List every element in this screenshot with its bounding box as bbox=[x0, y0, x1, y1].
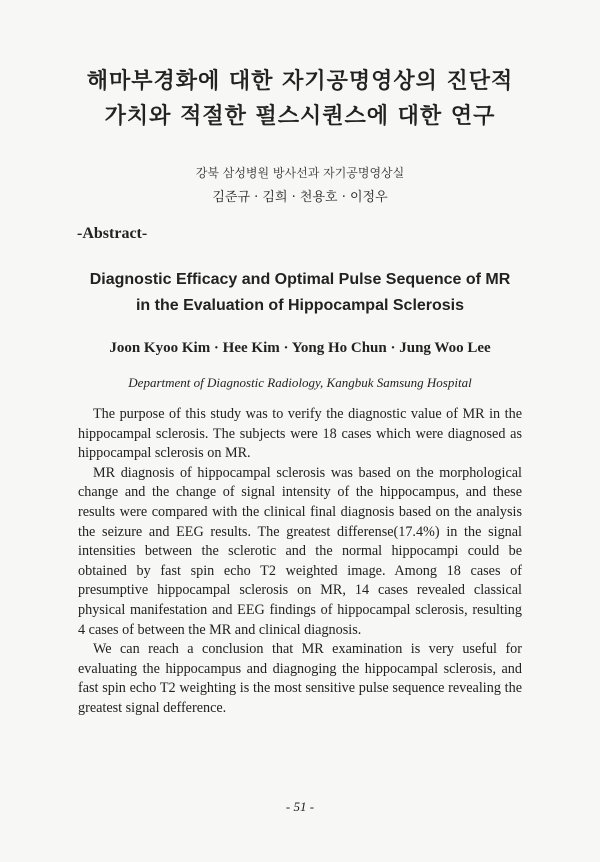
page-number: - 51 - bbox=[285, 799, 315, 814]
abstract-label: -Abstract- bbox=[77, 225, 148, 242]
abstract-paragraph-3: We can reach a conclusion that MR examination is very useful for evaluating the hippocampus and diagnoging the hippocampal sclerosis, and fast spin echo T2 weighting is the most sensitive pulse sequence revealing the greatest signal defference. bbox=[78, 641, 522, 716]
korean-authors: 김준규 · 김희 · 천용호 · 이정우 bbox=[212, 190, 388, 205]
korean-title-line-2: 가치와 적절한 펄스시퀀스에 대한 연구 bbox=[104, 103, 496, 129]
department: Department of Diagnostic Radiology, Kangbuk Samsung Hospital bbox=[128, 375, 472, 390]
abstract-body bbox=[78, 405, 522, 719]
english-title-line-2: in the Evaluation of Hippocampal Sclerosis bbox=[135, 297, 465, 314]
korean-title-line-1: 해마부경화에 대한 자기공명영상의 진단적 bbox=[86, 68, 514, 94]
abstract-paragraph-2: MR diagnosis of hippocampal sclerosis was based on the morphological change and the change of signal intensity of the hippocampus, and these results were compared with the clinical final diagnosis based on the analysis the seizure and EEG results. The greatest differense(17.4%) in the signal intensities between the sclerotic and the normal hippocampi could be obtained by fast spin echo T2 weighted image. Among 18 cases of presumptive hippocampal sclerosis on MR, 14 cases revealed classical physical manifestation and EEG findings of hippocampal sclerosis, resulting 4 cases of between the MR and clinical diagnosis. bbox=[78, 464, 522, 638]
abstract-paragraph-1: The purpose of this study was to verify the diagnostic value of MR in the hippocampal sclerosis. The subjects were 18 cases which were diagnosed as hippocampal sclerosis on MR. bbox=[78, 406, 522, 462]
korean-affiliation: 강북 삼성병원 방사선과 자기공명영상실 bbox=[195, 166, 405, 180]
english-title-line-1: Diagnostic Efficacy and Optimal Pulse Sequence of MR bbox=[89, 271, 511, 288]
english-authors: Joon Kyoo Kim · Hee Kim · Yong Ho Chun · Jung Woo Lee bbox=[109, 340, 491, 356]
